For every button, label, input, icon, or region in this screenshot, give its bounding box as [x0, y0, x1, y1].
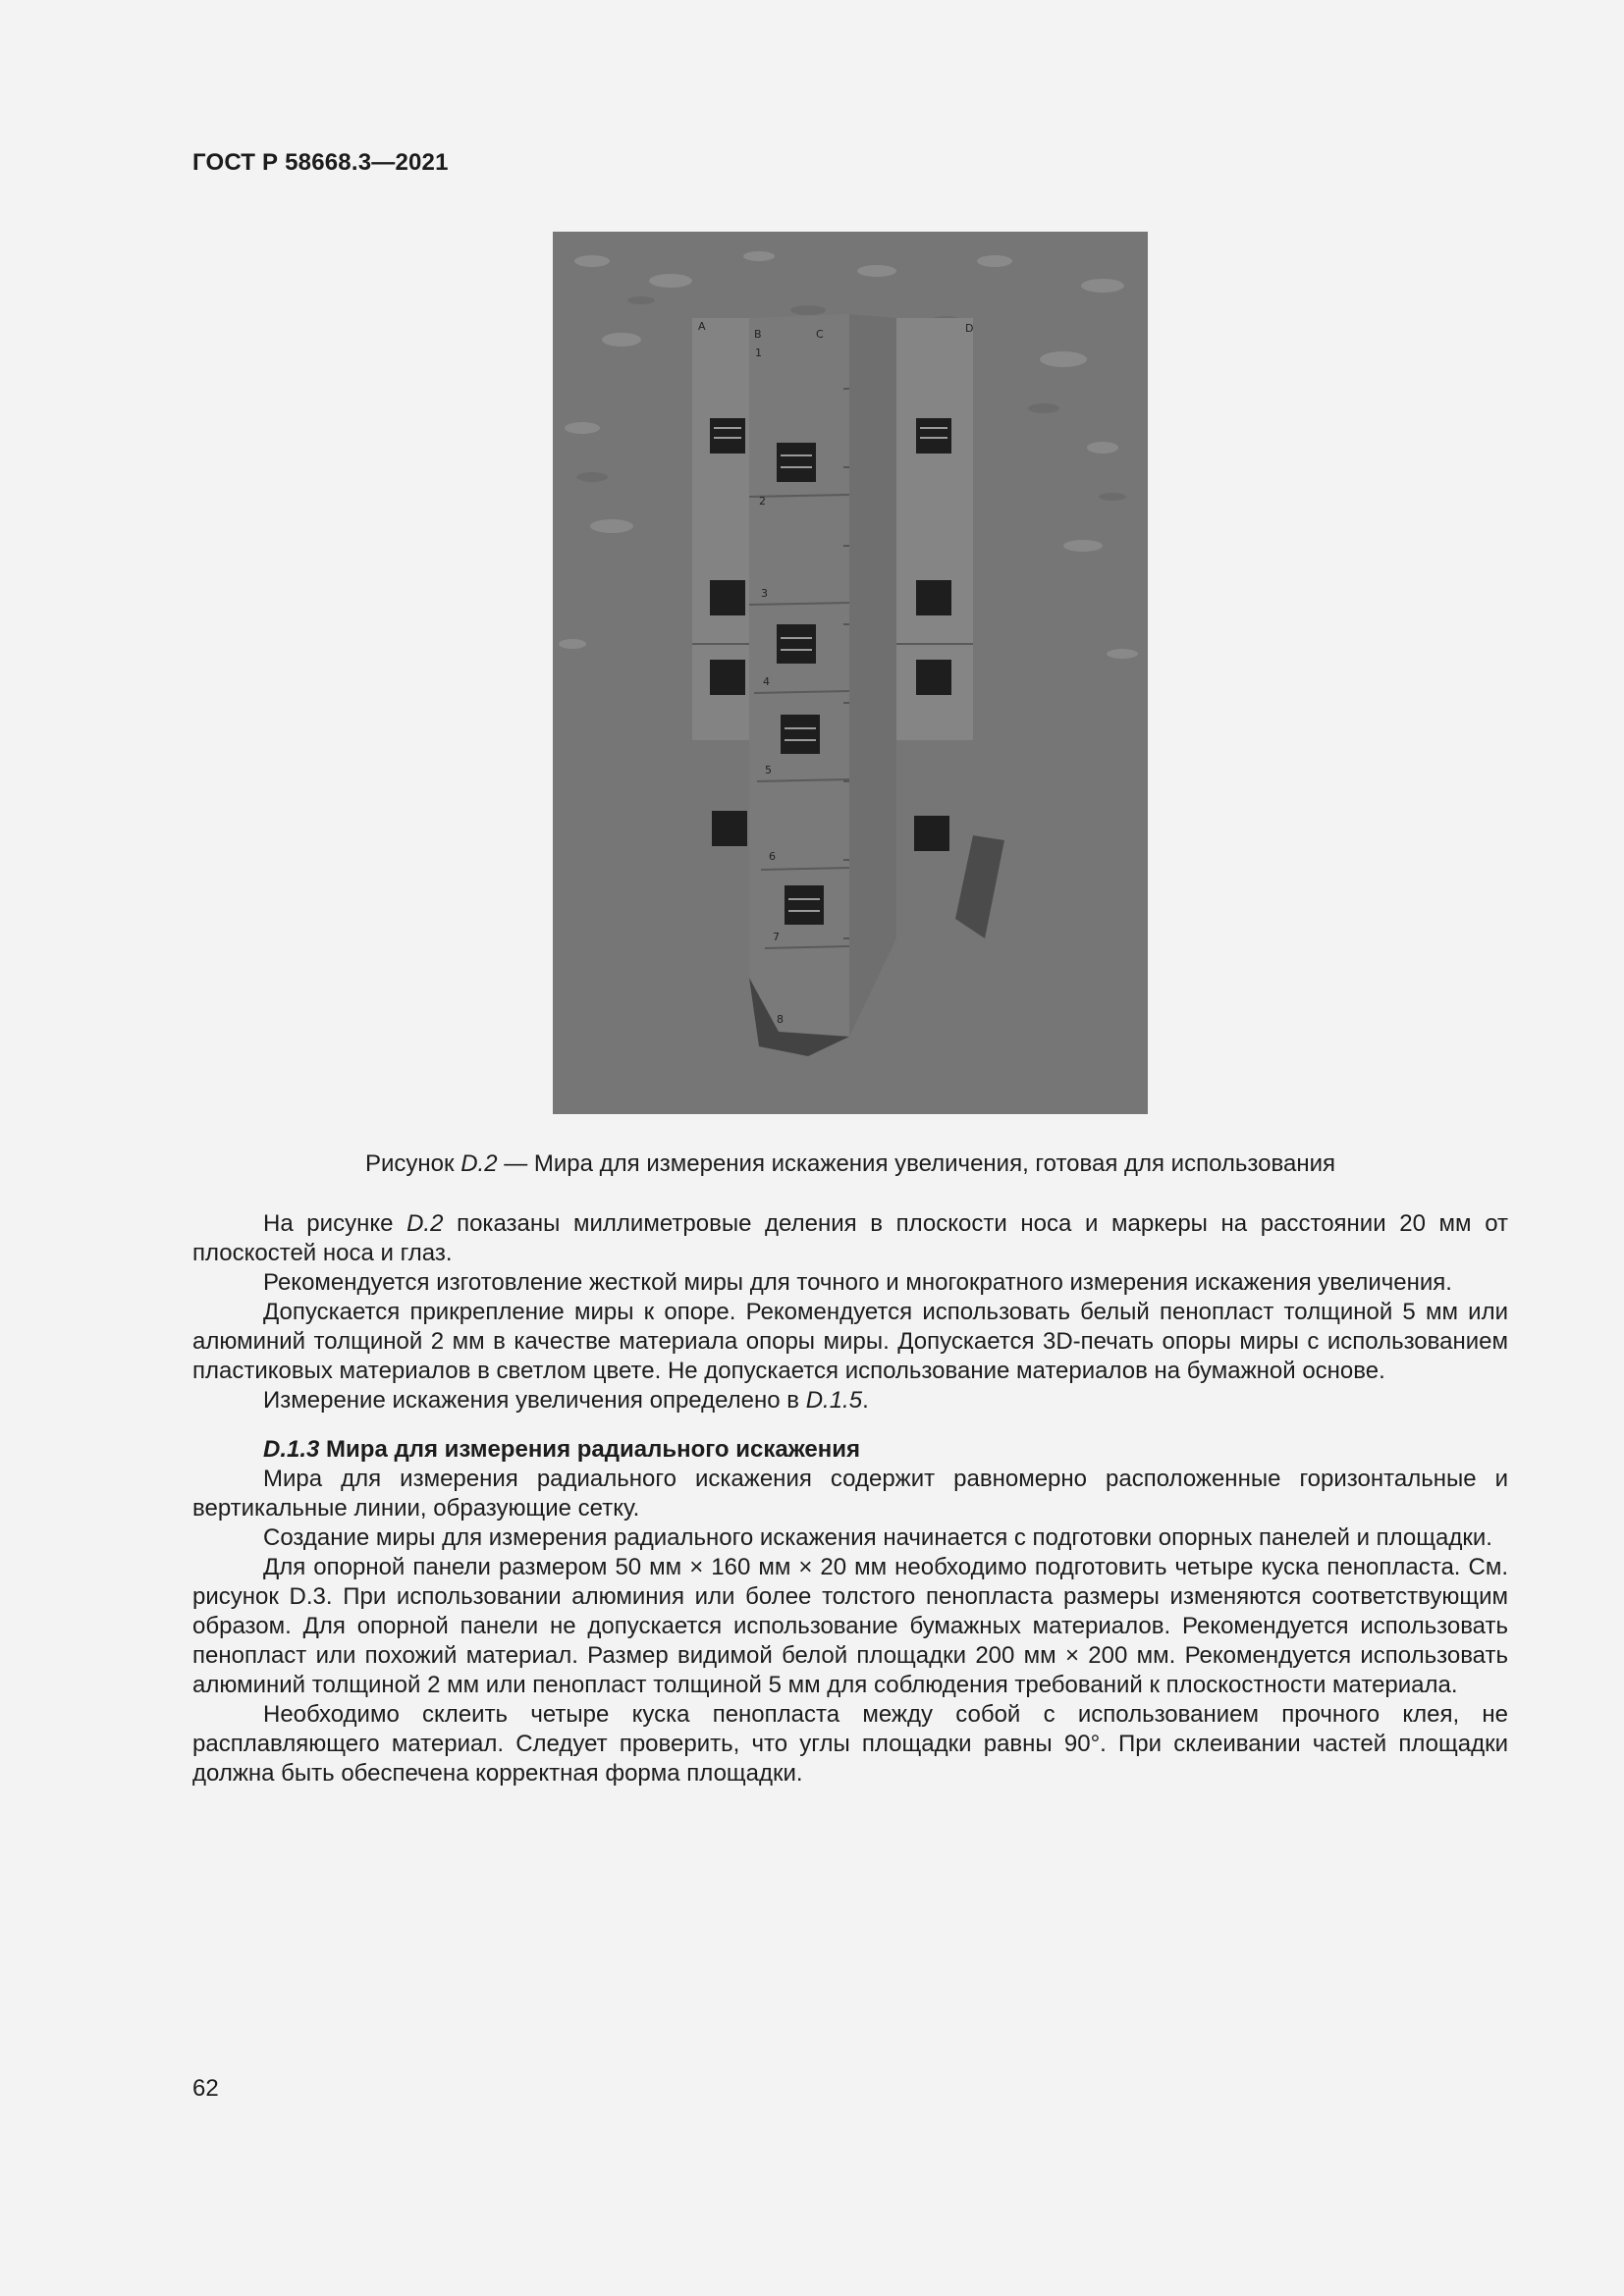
text-run: На рисунке: [263, 1210, 407, 1237]
document-header: ГОСТ Р 58668.3—2021: [192, 149, 449, 176]
figure-label-1: 1: [755, 347, 762, 359]
paragraph: Мира для измерения радиального искажения содержит равномерно расположенные горизонтальные и вертикальные линии, образующие сетку.: [192, 1466, 1508, 1522]
paragraph: [192, 1386, 1508, 1415]
paragraph: Рекомендуется изготовление жесткой миры для точного и многократного измерения искажения увеличения.: [263, 1269, 1452, 1296]
figure-label-d: D: [965, 322, 974, 335]
section-heading: [192, 1435, 1508, 1465]
figure-label-5: 5: [765, 764, 772, 776]
figure-label-c: C: [816, 328, 824, 341]
paragraph: Создание миры для измерения радиального искажения начинается с подготовки опорных панелей и площадки.: [263, 1524, 1492, 1551]
figure-label-3: 3: [761, 587, 768, 600]
text-run: .: [862, 1387, 869, 1414]
section-number: D.1.3: [263, 1436, 320, 1463]
figure-caption: [192, 1150, 1508, 1178]
paragraph: Для опорной панели размером 50 мм × 160 мм × 20 мм необходимо подготовить четыре куска пенопласта. См. рисунок D.3. При использовании алюминия или более толстого пенопласта размеры изменяются соответствующим образом. Для опорной панели не допускается использование бумажных материалов. Рекомендуется использовать пенопласт или похожий материал. Размер видимой белой площадки 200 мм × 200 мм. Рекомендуется использовать алюминий толщиной 2 мм или пенопласт толщиной 5 мм для соблюдения требований к плоскостности материала.: [192, 1554, 1508, 1698]
paragraph: Необходимо склеить четыре куска пенопласта между собой с использованием прочного клея, не расплавляющего материал. Следует проверить, что углы площадки равны 90°. При склеивании частей площадки должна быть обеспечена корректная форма площадки.: [192, 1701, 1508, 1787]
paragraph: Допускается прикрепление миры к опоре. Рекомендуется использовать белый пенопласт толщиной 5 мм или алюминий толщиной 2 мм в качестве материала опоры миры. Допускается 3D-печать опоры миры с использованием пластиковых материалов в светлом цвете. Не допускается использование материалов на бумажной основе.: [192, 1299, 1508, 1384]
figure-label-a: A: [698, 320, 706, 333]
figure-label-7: 7: [773, 931, 780, 943]
figure-photo: [553, 232, 1148, 1114]
document-body: [192, 1209, 1508, 1789]
figure-label-8: 8: [777, 1013, 784, 1026]
caption-text: — Мира для измерения искажения увеличения, готовая для использования: [497, 1150, 1335, 1177]
page-number: 62: [192, 2075, 219, 2102]
figure-label-2: 2: [759, 495, 766, 507]
figure-label-6: 6: [769, 850, 776, 863]
caption-number: D.2: [460, 1150, 498, 1177]
section-reference: D.1.5: [805, 1387, 863, 1414]
figure-label-b: B: [754, 328, 762, 341]
caption-prefix: Рисунок: [365, 1150, 461, 1177]
section-title: Мира для измерения радиального искажения: [319, 1436, 861, 1463]
figure-label-4: 4: [763, 675, 770, 688]
paragraph: [192, 1209, 1508, 1268]
text-run: показаны миллиметровые деления в плоскости носа и маркеры на расстоянии 20 мм от плоскостей носа и глаз.: [192, 1210, 1509, 1266]
text-run: Измерение искажения увеличения определено в: [263, 1387, 806, 1414]
figure-reference: D.2: [406, 1210, 444, 1237]
